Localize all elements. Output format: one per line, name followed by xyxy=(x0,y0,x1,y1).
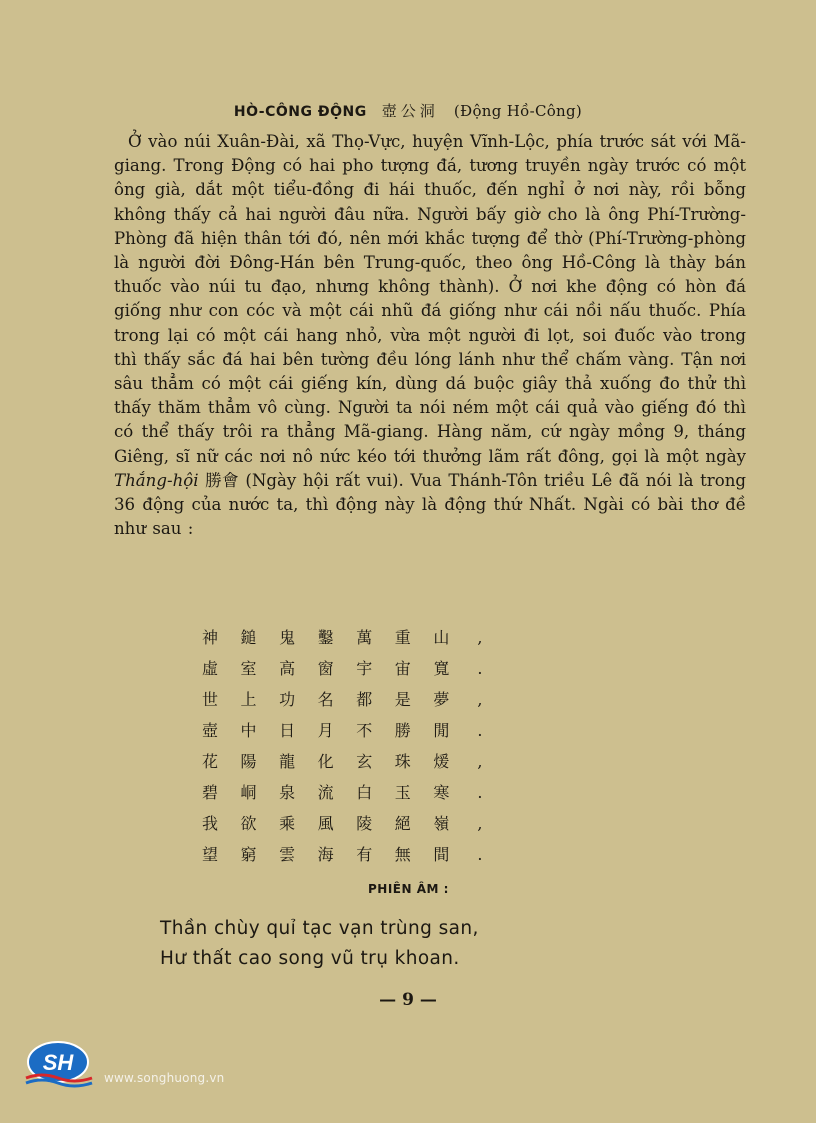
poem-character: 都 xyxy=(356,690,373,709)
page-number: — 9 — xyxy=(379,990,437,1010)
poem-character: 神 xyxy=(201,628,218,647)
poem-character: 功 xyxy=(279,690,296,709)
poem-character: 月 xyxy=(317,721,334,740)
svg-text:SH: SH xyxy=(42,1050,74,1075)
poem-character: 我 xyxy=(201,814,218,833)
poem-character: 峒 xyxy=(240,783,257,802)
poem-character: 玉 xyxy=(394,783,411,802)
poem-character: 玄 xyxy=(356,752,373,771)
poem-character: 中 xyxy=(240,721,257,740)
poem-character: 煖 xyxy=(433,752,450,771)
poem-character: 雲 xyxy=(279,845,296,864)
poem-character: 鎚 xyxy=(240,628,257,647)
poem-character: 宇 xyxy=(356,659,373,678)
poem-line xyxy=(200,746,490,777)
poem-character: 窮 xyxy=(240,845,257,864)
paragraph-text: Ở vào núi Xuân-Đài, xã Thọ-Vực, huyện Vĩnh-Lộc, phía trước sát với Mã-giang. Trong Động có hai pho tượng đá, tương truyền ngày trước có một ông già, dắt một tiểu-đồng đi hái thuốc, đến nghỉ ở nơi này, rồi bỗng không thấy cả hai người đâu nữa. Người bấy giờ cho là ông Phí-Trường-Phòng đã hiện thân tới đó, nên mới khắc tượng để thờ (Phí-Trường-phòng là người đời Đông-Hán bên Trung-quốc, theo ông Hồ-Công là thày bán thuốc vào núi tu đạo, nhưng không thành). Ở nơi khe động có hòn đá giống như con cóc và một cái nhũ đá giống như cái nồi nấu thuốc. Phía trong lại có một cái hang nhỏ, vừa một người đi lọt, soi đuốc vào trong thì thấy sắc đá hai bên tường đều lóng lánh như thể chấm vàng. Tận nơi sâu thẳm có một cái giếng kín, dùng dá buộc giây thả xuống đo thử thì thấy thăm thẳm vô cùng. Người ta nói ném một cái quả vào giếng đó thì có thể thấy trôi ra thẳng Mã-giang. Hàng năm, cứ ngày mồng 9, tháng Giêng, sĩ nữ các nơi nô nức kéo tới thưởng lãm rất đông, gọi là một ngày xyxy=(114,132,746,466)
poem-character: 是 xyxy=(394,690,411,709)
poem-character: 宙 xyxy=(394,659,411,678)
poem-character: . xyxy=(477,783,483,802)
han-poem xyxy=(200,622,500,870)
poem-line xyxy=(200,684,490,715)
poem-character: 有 xyxy=(356,845,373,864)
poem-line xyxy=(200,622,490,653)
poem-character: 高 xyxy=(279,659,296,678)
transcription xyxy=(160,914,720,974)
heading-han-characters: 壺公洞 xyxy=(381,102,439,120)
poem-character: 龍 xyxy=(279,752,296,771)
poem-character: 泉 xyxy=(279,783,296,802)
poem-character: , xyxy=(477,814,483,833)
poem-character: . xyxy=(477,845,483,864)
heading-alt-name: (Động Hồ-Công) xyxy=(453,102,583,120)
poem-character: , xyxy=(477,752,483,771)
poem-character: 壺 xyxy=(201,721,218,740)
poem-character: 山 xyxy=(433,628,450,647)
poem-character: 絕 xyxy=(394,814,411,833)
poem-character: , xyxy=(477,628,483,647)
poem-character: 花 xyxy=(201,752,218,771)
poem-line xyxy=(200,777,490,808)
poem-character: . xyxy=(477,659,483,678)
paragraph-text-end: (Ngày hội rất vui). Vua Thánh-Tôn triều Lê đã nói là trong 36 động của nước ta, thì động này là động thứ Nhất. Ngài có bài thơ đề như sau : xyxy=(114,470,746,539)
poem-character: 不 xyxy=(356,721,373,740)
poem-character: 勝 xyxy=(394,721,411,740)
poem-line xyxy=(200,839,490,870)
poem-line xyxy=(200,653,490,684)
poem-line xyxy=(200,808,490,839)
transcription-line: Hư thất cao song vũ trụ khoan. xyxy=(160,948,460,969)
poem-character: 寒 xyxy=(433,783,450,802)
body-paragraph xyxy=(114,130,746,541)
heading-title: HÒ-CÔNG ĐỘNG xyxy=(233,104,367,120)
poem-character: 窗 xyxy=(317,659,334,678)
poem-character: 閒 xyxy=(433,721,450,740)
poem-character: 欲 xyxy=(240,814,257,833)
poem-character: 世 xyxy=(201,690,218,709)
poem-character: 間 xyxy=(433,845,450,864)
poem-character: 鑿 xyxy=(317,628,334,647)
poem-character: , xyxy=(477,690,483,709)
poem-character: 無 xyxy=(394,845,411,864)
section-heading xyxy=(0,100,816,121)
poem-character: 上 xyxy=(240,690,257,709)
poem-character: 白 xyxy=(356,783,373,802)
website-url: www.songhuong.vn xyxy=(104,1071,225,1085)
poem-character: 陵 xyxy=(356,814,373,833)
poem-character: 室 xyxy=(240,659,257,678)
poem-character: 流 xyxy=(317,783,334,802)
poem-character: 重 xyxy=(394,628,411,647)
poem-character: 珠 xyxy=(394,752,411,771)
poem-character: 萬 xyxy=(356,628,373,647)
poem-character: 日 xyxy=(279,721,296,740)
poem-character: 化 xyxy=(317,752,334,771)
poem-character: 名 xyxy=(317,690,334,709)
poem-character: 乘 xyxy=(279,814,296,833)
songhuong-logo-icon xyxy=(22,1040,100,1088)
poem-character: 望 xyxy=(201,845,218,864)
transcription-line: Thần chùy quỉ tạc vạn trùng san, xyxy=(160,918,479,939)
poem-line xyxy=(200,715,490,746)
poem-character: 鬼 xyxy=(279,628,296,647)
poem-character: 夢 xyxy=(433,690,450,709)
italic-term: Thắng-hội xyxy=(114,470,199,490)
poem-character: 虛 xyxy=(201,659,218,678)
poem-character: 陽 xyxy=(240,752,257,771)
poem-character: 風 xyxy=(317,814,334,833)
poem-character: 碧 xyxy=(201,783,218,802)
poem-character: 寬 xyxy=(433,659,450,678)
han-term: 勝會 xyxy=(205,470,239,490)
phien-am-label: PHIÊN ÂM : xyxy=(368,882,449,896)
poem-character: 嶺 xyxy=(433,814,450,833)
poem-character: . xyxy=(477,721,483,740)
poem-character: 海 xyxy=(317,845,334,864)
